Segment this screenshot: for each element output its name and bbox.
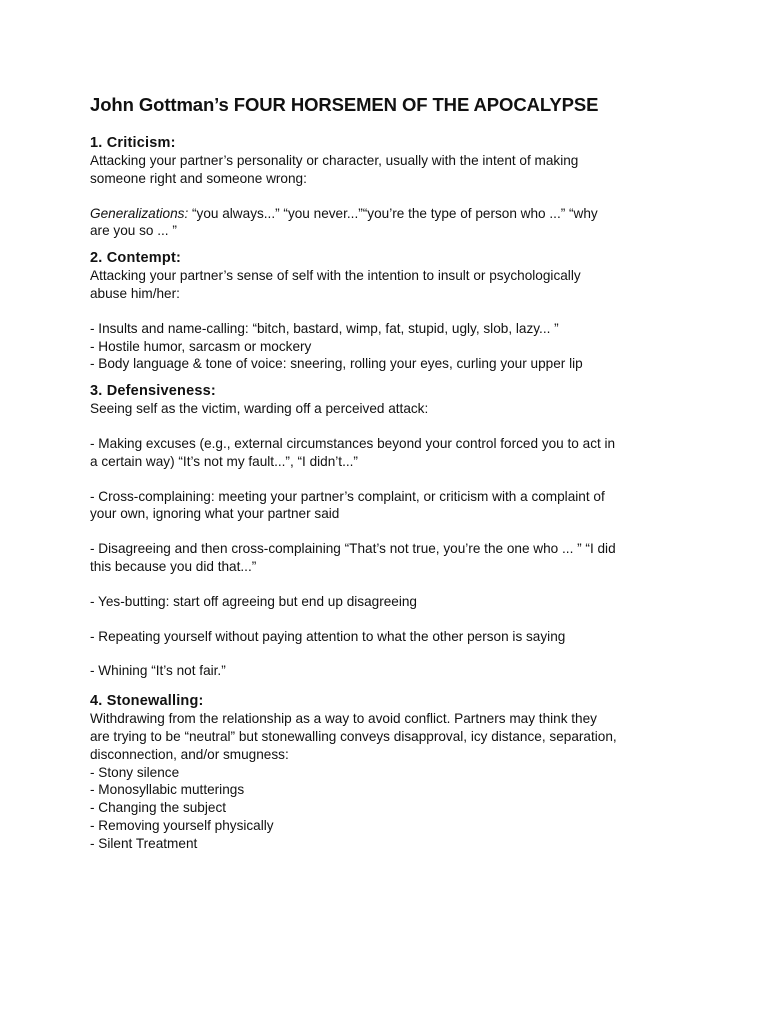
generalizations-label: Generalizations: [90,205,189,221]
section-contempt [90,249,690,373]
section-defensiveness [90,382,690,680]
list-item: - Monosyllabic mutterings [90,782,245,798]
list-item: - Changing the subject [90,800,227,816]
body-line: are you so ... ” [90,223,177,239]
generalizations-text: “you always...” “you never...”“you’re the type of person who ...” “why [188,205,598,221]
list-item-continued: a certain way) “It’s not my fault...”, “I didn’t...” [90,453,358,469]
list-item-continued: this because you did that...” [90,558,257,574]
body-line: Withdrawing from the relationship as a way to avoid conflict. Partners may think they [90,711,597,727]
list-item: - Hostile humor, sarcasm or mockery [90,338,312,354]
list-item-continued: your own, ignoring what your partner said [90,506,340,522]
section-heading: 3. Defensiveness: [90,383,216,400]
body-line: disconnection, and/or smugness: [90,746,289,762]
document-body [90,94,690,853]
body-line: Attacking your partner’s sense of self with the intention to insult or psychologically [90,268,581,284]
section-heading: 1. Criticism: [90,135,176,151]
list-item: - Insults and name-calling: “bitch, bastard, wimp, fat, stupid, ugly, slob, lazy... ” [90,320,559,336]
list-item: - Making excuses (e.g., external circumstances beyond your control forced you to act in [90,435,616,451]
section-criticism [90,134,690,240]
list-item: - Disagreeing and then cross-complaining “That’s not true, you’re the one who ... ” “I did [90,541,616,557]
body-line: someone right and someone wrong: [90,170,307,186]
list-item: - Stony silence [90,764,180,780]
list-item: - Removing yourself physically [90,817,274,833]
section-heading: 2. Contempt: [90,250,182,267]
section-stonewalling [90,692,690,852]
section-heading: 4. Stonewalling: [90,693,204,710]
generalizations-line [90,205,690,223]
body-line: Seeing self as the victim, warding off a perceived attack: [90,401,429,417]
body-line: are trying to be “neutral” but stonewalling conveys disapproval, icy distance, separation, [90,728,617,744]
list-item: - Whining “It’s not fair.” [90,663,226,679]
list-item: - Repeating yourself without paying attention to what the other person is saying [90,628,566,644]
list-item: - Yes-butting: start off agreeing but end up disagreeing [90,593,417,609]
body-line: Attacking your partner’s personality or character, usually with the intent of making [90,153,579,168]
page-title: John Gottman’s FOUR HORSEMEN OF THE APOCALYPSE [90,94,599,115]
list-item: - Cross-complaining: meeting your partner’s complaint, or criticism with a complaint of [90,488,605,504]
list-item: - Body language & tone of voice: sneering, rolling your eyes, curling your upper lip [90,356,583,372]
body-line: abuse him/her: [90,285,180,301]
list-item: - Silent Treatment [90,835,198,851]
